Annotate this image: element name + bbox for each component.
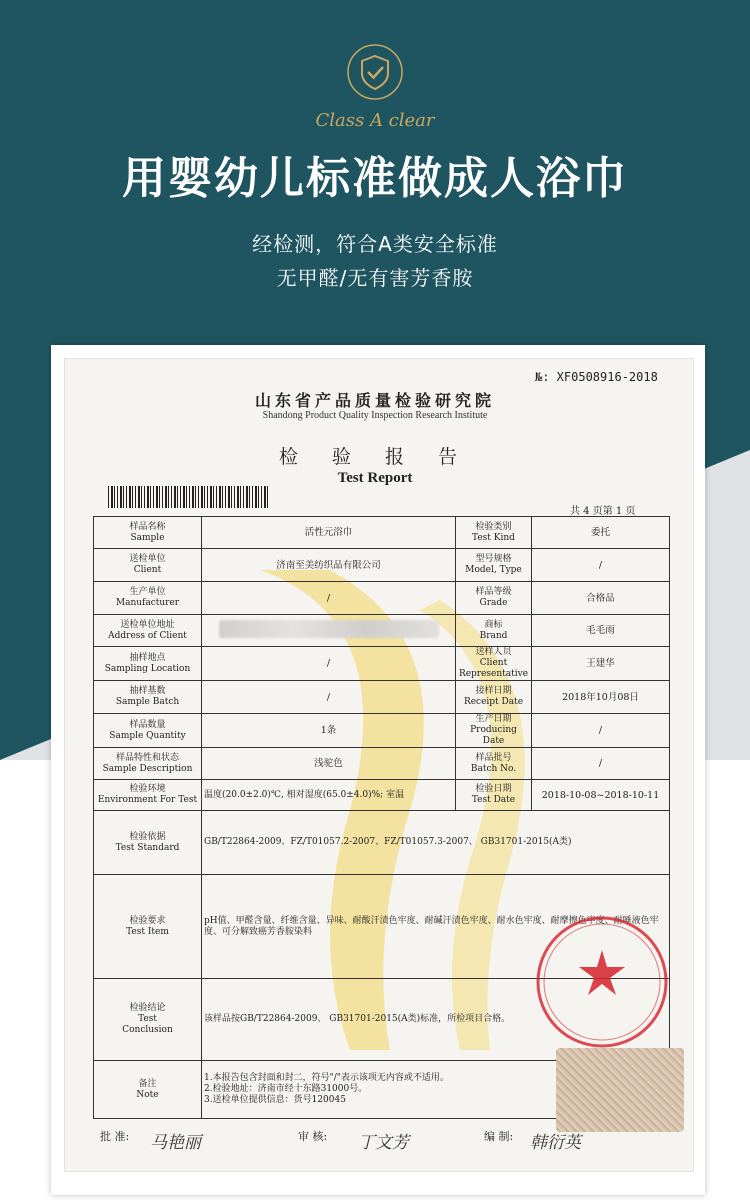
shield-check-logo-icon bbox=[345, 42, 405, 102]
review-signature: 丁文芳 bbox=[358, 1133, 409, 1153]
table-row bbox=[94, 582, 670, 615]
table-row bbox=[94, 748, 670, 780]
field-value: 济南至美纺织品有限公司 bbox=[202, 549, 456, 582]
field-label: 商标 Brand bbox=[456, 615, 532, 647]
subline-safety: 经检测，符合A类安全标准 bbox=[252, 232, 498, 256]
official-seal bbox=[532, 912, 672, 1052]
field-label: 检验环境 Environment For Test bbox=[94, 780, 202, 811]
field-label: 检验日期 Test Date bbox=[456, 780, 532, 811]
field-value: / bbox=[202, 647, 456, 681]
field-value bbox=[202, 615, 456, 647]
table-row bbox=[94, 647, 670, 681]
field-label: 生产日期 Producing Date bbox=[456, 714, 532, 748]
approve-label: 批 准: bbox=[100, 1130, 130, 1143]
field-value: 毛毛雨 bbox=[532, 615, 670, 647]
field-value: 2018年10月08日 bbox=[532, 681, 670, 714]
remark-label: 备注 Note bbox=[94, 1061, 202, 1119]
compile-signature: 韩衍英 bbox=[530, 1133, 581, 1153]
standard-value: GB/T22864-2009、FZ/T01057.2-2007、FZ/T01057.3-2007、 GB31701-2015(A类) bbox=[202, 811, 670, 875]
field-label: 送检单位地址 Address of Client bbox=[94, 615, 202, 647]
field-value: / bbox=[532, 714, 670, 748]
remark-value: 1.本报告包含封面和封二，符号"/"表示该项无内容或不适用。 2.检验地址：济南市经十东路31000号。 3.送检单位提供信息：货号120045 bbox=[202, 1061, 670, 1119]
table-row bbox=[94, 615, 670, 647]
report-title-en: Test Report bbox=[337, 470, 413, 486]
field-value: / bbox=[202, 681, 456, 714]
subline-chemicals: 无甲醛/无有害芳香胺 bbox=[276, 266, 474, 290]
field-label: 样品数量 Sample Quantity bbox=[94, 714, 202, 748]
field-label: 抽样基数 Sample Batch bbox=[94, 681, 202, 714]
field-label: 检验类别 Test Kind bbox=[456, 517, 532, 549]
field-value: 委托 bbox=[532, 517, 670, 549]
table-row bbox=[94, 681, 670, 714]
field-label: 样品等级 Grade bbox=[456, 582, 532, 615]
compile-label: 编 制: bbox=[484, 1130, 514, 1143]
approve-signature: 马艳丽 bbox=[150, 1133, 201, 1153]
report-title-cn: 检 验 报 告 bbox=[278, 446, 472, 468]
field-label: 送样人员 Client Representative bbox=[456, 647, 532, 681]
field-label: 抽样地点 Sampling Location bbox=[94, 647, 202, 681]
field-label: 型号规格 Model, Type bbox=[456, 549, 532, 582]
field-label: 样品名称 Sample bbox=[94, 517, 202, 549]
institute-name-cn: 山东省产品质量检验研究院 bbox=[254, 391, 495, 410]
table-row bbox=[94, 517, 670, 549]
field-label: 样品特性和状态 Sample Description bbox=[94, 748, 202, 780]
field-label: 样品批号 Batch No. bbox=[456, 748, 532, 780]
table-row bbox=[94, 780, 670, 811]
test-item-label: 检验要求 Test Item bbox=[94, 875, 202, 979]
report-number: №: XF0508916-2018 bbox=[535, 370, 658, 384]
field-value: 王建华 bbox=[532, 647, 670, 681]
table-row bbox=[94, 811, 670, 875]
conclusion-label: 检验结论 Test Conclusion bbox=[94, 979, 202, 1061]
barcode bbox=[108, 486, 268, 508]
field-label: 生产单位 Manufacturer bbox=[94, 582, 202, 615]
brand-name: Class A clear bbox=[315, 110, 435, 131]
page-count: 共 4 页第 1 页 bbox=[570, 506, 636, 517]
conclusion-value: 该样品按GB/T22864-2009、 GB31701-2015(A类)标准，所检项目合格。 bbox=[202, 979, 670, 1061]
table-row bbox=[94, 549, 670, 582]
field-value: 2018-10-08~2018-10-11 bbox=[532, 780, 670, 811]
institute-name-en: Shandong Product Quality Inspection Research Institute bbox=[262, 410, 488, 421]
field-label: 接样日期 Receipt Date bbox=[456, 681, 532, 714]
test-item-value: pH值、甲醛含量、纤维含量、异味、耐酸汗渍色牢度、耐碱汗渍色牢度、耐水色牢度、耐摩擦色牢度、耐唾液色牢度、可分解致癌芳香胺染料 bbox=[202, 875, 670, 979]
signature-row bbox=[100, 1128, 680, 1168]
field-value: / bbox=[532, 748, 670, 780]
field-value: 活性元浴巾 bbox=[202, 517, 456, 549]
field-value: 浅驼色 bbox=[202, 748, 456, 780]
field-value: / bbox=[532, 549, 670, 582]
field-label: 送检单位 Client bbox=[94, 549, 202, 582]
redacted-address bbox=[219, 620, 439, 638]
review-label: 审 核: bbox=[298, 1130, 328, 1143]
fabric-sample bbox=[556, 1048, 684, 1132]
field-value: / bbox=[202, 582, 456, 615]
field-value: 合格品 bbox=[532, 582, 670, 615]
table-row bbox=[94, 714, 670, 748]
standard-label: 检验依据 Test Standard bbox=[94, 811, 202, 875]
field-value: 1条 bbox=[202, 714, 456, 748]
field-value: 温度(20.0±2.0)℃, 相对湿度(65.0±4.0)%; 室温 bbox=[202, 780, 456, 811]
headline: 用婴幼儿标准做成人浴巾 bbox=[122, 153, 628, 204]
